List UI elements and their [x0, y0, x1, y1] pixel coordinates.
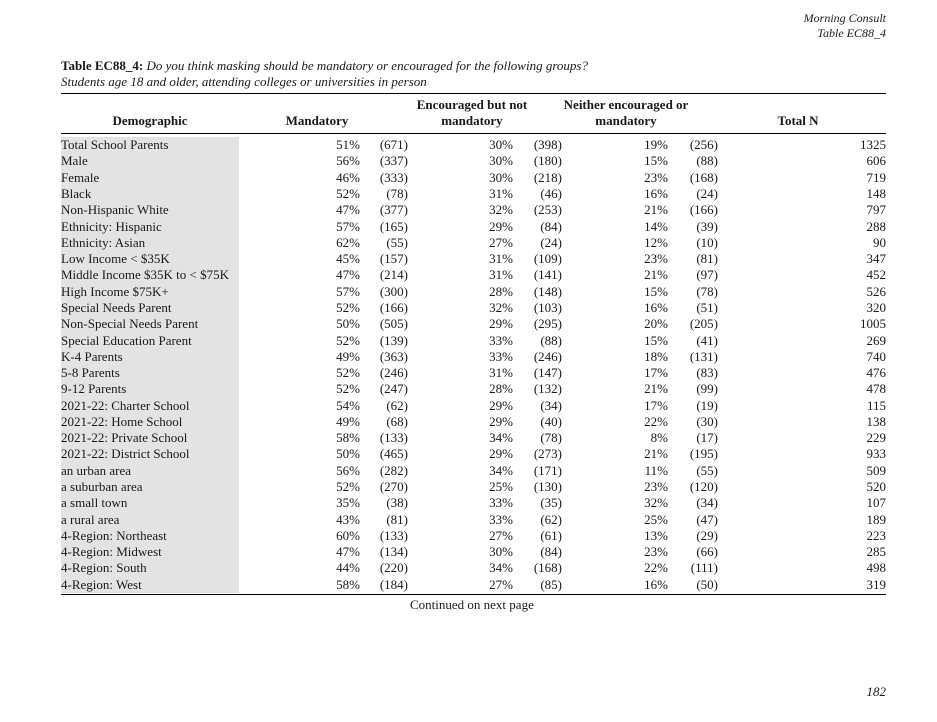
- total-n: 90: [873, 234, 886, 250]
- neither-count: (88): [696, 153, 718, 169]
- encouraged-pct: 32%: [489, 202, 513, 218]
- total-n: 797: [866, 202, 886, 218]
- mandatory-pct: 57%: [336, 283, 360, 299]
- neither-pct: 15%: [644, 332, 668, 348]
- mandatory-count: (134): [379, 544, 408, 560]
- mandatory-pct: 57%: [336, 218, 360, 234]
- row-label: Ethnicity: Asian: [61, 234, 146, 250]
- table-row: [61, 446, 886, 462]
- mandatory-count: (671): [379, 137, 408, 153]
- neither-pct: 23%: [644, 251, 668, 267]
- mandatory-pct: 60%: [336, 527, 360, 543]
- column-header-neither-line2: mandatory: [595, 113, 657, 128]
- neither-pct: 12%: [644, 234, 668, 250]
- mandatory-pct: 47%: [336, 202, 360, 218]
- mandatory-pct: 58%: [336, 430, 360, 446]
- mandatory-pct: 56%: [336, 462, 360, 478]
- encouraged-pct: 34%: [489, 462, 513, 478]
- neither-count: (30): [696, 413, 718, 429]
- neither-pct: 16%: [644, 576, 668, 592]
- encouraged-count: (141): [533, 267, 562, 283]
- encouraged-pct: 31%: [489, 185, 513, 201]
- table-question: Do you think masking should be mandatory or encouraged for the following groups?: [146, 58, 588, 73]
- mandatory-count: (505): [379, 316, 408, 332]
- mandatory-pct: 35%: [336, 495, 360, 511]
- encouraged-pct: 34%: [489, 560, 513, 576]
- neither-count: (83): [696, 365, 718, 381]
- mandatory-count: (133): [379, 430, 408, 446]
- column-header-demographic: Demographic: [112, 113, 188, 128]
- table-row: [61, 153, 886, 169]
- column-header-encouraged-line2: mandatory: [441, 113, 503, 128]
- encouraged-count: (132): [533, 381, 562, 397]
- total-n: 1325: [860, 137, 886, 153]
- encouraged-count: (61): [540, 527, 562, 543]
- neither-count: (17): [696, 430, 718, 446]
- mandatory-pct: 47%: [336, 267, 360, 283]
- row-label: 4-Region: West: [61, 576, 142, 592]
- neither-count: (166): [689, 202, 718, 218]
- neither-count: (66): [696, 544, 718, 560]
- total-n: 509: [866, 462, 886, 478]
- mandatory-pct: 44%: [336, 560, 360, 576]
- encouraged-pct: 33%: [489, 511, 513, 527]
- encouraged-pct: 28%: [489, 283, 513, 299]
- mandatory-count: (270): [379, 479, 408, 495]
- encouraged-count: (295): [533, 316, 562, 332]
- table-reference: Table EC88_4: [817, 26, 886, 40]
- total-n: 115: [866, 397, 886, 413]
- data-table: [61, 137, 886, 593]
- encouraged-count: (180): [533, 153, 562, 169]
- table-row: [61, 218, 886, 234]
- row-label: Low Income < $35K: [61, 251, 170, 267]
- neither-pct: 16%: [644, 299, 668, 315]
- mandatory-pct: 50%: [336, 446, 360, 462]
- row-label: Female: [61, 169, 100, 185]
- column-header-encouraged-line1: Encouraged but not: [416, 97, 528, 112]
- neither-count: (29): [696, 527, 718, 543]
- mandatory-count: (133): [379, 527, 408, 543]
- table-row: [61, 186, 886, 202]
- row-label: Black: [61, 185, 92, 201]
- neither-pct: 13%: [644, 527, 668, 543]
- encouraged-count: (147): [533, 365, 562, 381]
- neither-count: (50): [696, 576, 718, 592]
- table-row: [61, 544, 886, 560]
- table-label: Table EC88_4:: [61, 58, 144, 73]
- neither-pct: 23%: [644, 479, 668, 495]
- mandatory-count: (157): [379, 251, 408, 267]
- mandatory-pct: 52%: [336, 332, 360, 348]
- encouraged-count: (46): [540, 185, 562, 201]
- encouraged-pct: 33%: [489, 348, 513, 364]
- mandatory-count: (166): [379, 299, 408, 315]
- total-n: 319: [866, 576, 886, 592]
- total-n: 189: [866, 511, 886, 527]
- total-n: 476: [866, 365, 886, 381]
- neither-count: (168): [689, 169, 718, 185]
- row-label: 2021-22: Charter School: [61, 397, 190, 413]
- encouraged-pct: 30%: [489, 169, 513, 185]
- neither-pct: 21%: [644, 446, 668, 462]
- neither-count: (51): [696, 299, 718, 315]
- neither-count: (131): [689, 348, 718, 364]
- neither-pct: 32%: [644, 495, 668, 511]
- mandatory-count: (333): [379, 169, 408, 185]
- encouraged-count: (35): [540, 495, 562, 511]
- row-label: 2021-22: Private School: [61, 430, 188, 446]
- row-label: 2021-22: Home School: [61, 413, 183, 429]
- neither-pct: 21%: [644, 202, 668, 218]
- neither-count: (39): [696, 218, 718, 234]
- neither-count: (81): [696, 251, 718, 267]
- column-header-mandatory: Mandatory: [285, 113, 349, 128]
- table-row: [61, 511, 886, 527]
- row-label: 4-Region: Northeast: [61, 527, 167, 543]
- total-n: 478: [866, 381, 886, 397]
- neither-pct: 19%: [644, 137, 668, 153]
- encouraged-count: (40): [540, 413, 562, 429]
- report-header: [804, 11, 886, 41]
- mandatory-count: (337): [379, 153, 408, 169]
- mandatory-pct: 49%: [336, 348, 360, 364]
- neither-count: (111): [690, 560, 718, 576]
- total-n: 933: [866, 446, 886, 462]
- neither-count: (99): [696, 381, 718, 397]
- total-n: 526: [866, 283, 886, 299]
- table-row: [61, 398, 886, 414]
- table-row: [61, 202, 886, 218]
- row-label: 9-12 Parents: [61, 381, 127, 397]
- table-row: [61, 235, 886, 251]
- table-subtitle: Students age 18 and older, attending colleges or universities in person: [61, 74, 427, 89]
- neither-pct: 23%: [644, 169, 668, 185]
- neither-count: (24): [696, 185, 718, 201]
- neither-count: (19): [696, 397, 718, 413]
- org-name: Morning Consult: [803, 11, 886, 25]
- encouraged-pct: 29%: [489, 316, 513, 332]
- encouraged-pct: 27%: [489, 527, 513, 543]
- mandatory-pct: 56%: [336, 153, 360, 169]
- total-n: 452: [866, 267, 886, 283]
- total-n: 740: [866, 348, 886, 364]
- total-n: 520: [866, 479, 886, 495]
- encouraged-pct: 29%: [489, 397, 513, 413]
- mandatory-pct: 49%: [336, 413, 360, 429]
- encouraged-count: (62): [540, 511, 562, 527]
- mandatory-count: (220): [379, 560, 408, 576]
- mandatory-count: (247): [379, 381, 408, 397]
- row-label: High Income $75K+: [61, 283, 169, 299]
- table-row: [61, 251, 886, 267]
- row-label: Total School Parents: [61, 137, 169, 153]
- table-row: [61, 349, 886, 365]
- mandatory-count: (139): [379, 332, 408, 348]
- row-label: Middle Income $35K to < $75K: [61, 267, 230, 283]
- table-row: [61, 528, 886, 544]
- neither-pct: 21%: [644, 381, 668, 397]
- mandatory-count: (62): [386, 397, 408, 413]
- mandatory-pct: 58%: [336, 576, 360, 592]
- row-label: Non-Hispanic White: [61, 202, 169, 218]
- total-n: 148: [866, 185, 886, 201]
- encouraged-count: (168): [533, 560, 562, 576]
- encouraged-count: (84): [540, 544, 562, 560]
- neither-count: (205): [689, 316, 718, 332]
- encouraged-count: (253): [533, 202, 562, 218]
- row-label: an urban area: [61, 462, 132, 478]
- table-row: [61, 577, 886, 593]
- row-label: 2021-22: District School: [61, 446, 190, 462]
- row-label: 4-Region: South: [61, 560, 147, 576]
- mandatory-pct: 50%: [336, 316, 360, 332]
- total-n: 223: [866, 527, 886, 543]
- encouraged-count: (34): [540, 397, 562, 413]
- neither-count: (97): [696, 267, 718, 283]
- encouraged-pct: 30%: [489, 544, 513, 560]
- table-row: [61, 381, 886, 397]
- row-label: Non-Special Needs Parent: [61, 316, 199, 332]
- row-label: a rural area: [61, 511, 120, 527]
- neither-pct: 18%: [644, 348, 668, 364]
- continued-note: Continued on next page: [410, 597, 534, 612]
- row-label: K-4 Parents: [61, 348, 123, 364]
- bottom-rule: [61, 594, 886, 595]
- neither-count: (34): [696, 495, 718, 511]
- encouraged-pct: 25%: [489, 479, 513, 495]
- mandatory-pct: 62%: [336, 234, 360, 250]
- row-label: 5-8 Parents: [61, 365, 120, 381]
- encouraged-pct: 30%: [489, 137, 513, 153]
- mandatory-pct: 54%: [336, 397, 360, 413]
- encouraged-pct: 29%: [489, 446, 513, 462]
- mandatory-pct: 47%: [336, 544, 360, 560]
- mandatory-pct: 52%: [336, 479, 360, 495]
- encouraged-pct: 31%: [489, 267, 513, 283]
- total-n: 1005: [860, 316, 886, 332]
- column-header-encouraged: [397, 97, 547, 129]
- neither-pct: 15%: [644, 283, 668, 299]
- encouraged-pct: 33%: [489, 332, 513, 348]
- encouraged-pct: 27%: [489, 576, 513, 592]
- column-header-total: Total N: [777, 113, 819, 128]
- mandatory-count: (165): [379, 218, 408, 234]
- mandatory-pct: 51%: [336, 137, 360, 153]
- neither-pct: 17%: [644, 397, 668, 413]
- mandatory-count: (184): [379, 576, 408, 592]
- encouraged-count: (171): [533, 462, 562, 478]
- table-title: [61, 58, 886, 90]
- neither-pct: 21%: [644, 267, 668, 283]
- table-row: [61, 300, 886, 316]
- encouraged-pct: 28%: [489, 381, 513, 397]
- encouraged-count: (398): [533, 137, 562, 153]
- neither-count: (195): [689, 446, 718, 462]
- table-row: [61, 430, 886, 446]
- encouraged-count: (130): [533, 479, 562, 495]
- encouraged-pct: 29%: [489, 413, 513, 429]
- mandatory-count: (38): [386, 495, 408, 511]
- row-label: Special Education Parent: [61, 332, 192, 348]
- encouraged-count: (273): [533, 446, 562, 462]
- mandatory-count: (214): [379, 267, 408, 283]
- total-n: 320: [866, 299, 886, 315]
- table-row: [61, 495, 886, 511]
- total-n: 606: [866, 153, 886, 169]
- total-n: 719: [866, 169, 886, 185]
- mandatory-pct: 45%: [336, 251, 360, 267]
- mandatory-pct: 52%: [336, 185, 360, 201]
- neither-count: (256): [689, 137, 718, 153]
- top-rule: [61, 93, 886, 94]
- row-label: Special Needs Parent: [61, 299, 172, 315]
- neither-pct: 17%: [644, 365, 668, 381]
- table-row: [61, 137, 886, 153]
- encouraged-pct: 27%: [489, 234, 513, 250]
- header-rule: [61, 133, 886, 134]
- total-n: 498: [866, 560, 886, 576]
- mandatory-count: (377): [379, 202, 408, 218]
- encouraged-pct: 31%: [489, 365, 513, 381]
- table-row: [61, 170, 886, 186]
- total-n: 347: [866, 251, 886, 267]
- encouraged-pct: 32%: [489, 299, 513, 315]
- total-n: 138: [866, 413, 886, 429]
- row-label: Ethnicity: Hispanic: [61, 218, 162, 234]
- neither-pct: 14%: [644, 218, 668, 234]
- encouraged-pct: 30%: [489, 153, 513, 169]
- encouraged-pct: 29%: [489, 218, 513, 234]
- encouraged-pct: 34%: [489, 430, 513, 446]
- table-row: [61, 463, 886, 479]
- mandatory-count: (300): [379, 283, 408, 299]
- column-header-neither-line1: Neither encouraged or: [563, 97, 689, 112]
- encouraged-count: (148): [533, 283, 562, 299]
- mandatory-count: (246): [379, 365, 408, 381]
- row-label: a suburban area: [61, 479, 143, 495]
- encouraged-count: (84): [540, 218, 562, 234]
- encouraged-pct: 33%: [489, 495, 513, 511]
- table-row: [61, 365, 886, 381]
- encouraged-count: (103): [533, 299, 562, 315]
- page-number: 182: [866, 684, 886, 699]
- total-n: 285: [866, 544, 886, 560]
- encouraged-count: (24): [540, 234, 562, 250]
- row-label: a small town: [61, 495, 128, 511]
- neither-pct: 22%: [644, 560, 668, 576]
- neither-pct: 23%: [644, 544, 668, 560]
- table-row: [61, 414, 886, 430]
- total-n: 288: [866, 218, 886, 234]
- mandatory-pct: 52%: [336, 365, 360, 381]
- mandatory-pct: 52%: [336, 381, 360, 397]
- mandatory-count: (363): [379, 348, 408, 364]
- mandatory-count: (465): [379, 446, 408, 462]
- table-row: [61, 560, 886, 576]
- encouraged-count: (246): [533, 348, 562, 364]
- mandatory-count: (282): [379, 462, 408, 478]
- encouraged-count: (218): [533, 169, 562, 185]
- total-n: 269: [866, 332, 886, 348]
- mandatory-pct: 52%: [336, 299, 360, 315]
- encouraged-pct: 31%: [489, 251, 513, 267]
- table-row: [61, 316, 886, 332]
- neither-count: (10): [696, 234, 718, 250]
- total-n: 107: [866, 495, 886, 511]
- table-row: [61, 479, 886, 495]
- neither-count: (55): [696, 462, 718, 478]
- table-row: [61, 332, 886, 348]
- row-label: Male: [61, 153, 88, 169]
- mandatory-count: (55): [386, 234, 408, 250]
- mandatory-count: (68): [386, 413, 408, 429]
- neither-count: (47): [696, 511, 718, 527]
- encouraged-count: (85): [540, 576, 562, 592]
- mandatory-count: (78): [386, 185, 408, 201]
- encouraged-count: (88): [540, 332, 562, 348]
- neither-pct: 11%: [644, 462, 668, 478]
- table-row: [61, 284, 886, 300]
- mandatory-pct: 46%: [336, 169, 360, 185]
- neither-count: (41): [696, 332, 718, 348]
- mandatory-count: (81): [386, 511, 408, 527]
- encouraged-count: (109): [533, 251, 562, 267]
- encouraged-count: (78): [540, 430, 562, 446]
- neither-pct: 20%: [644, 316, 668, 332]
- neither-pct: 16%: [644, 185, 668, 201]
- neither-pct: 15%: [644, 153, 668, 169]
- neither-pct: 22%: [644, 413, 668, 429]
- neither-count: (120): [689, 479, 718, 495]
- neither-pct: 8%: [650, 430, 668, 446]
- column-header-neither: [548, 97, 704, 129]
- neither-pct: 25%: [644, 511, 668, 527]
- neither-count: (78): [696, 283, 718, 299]
- mandatory-pct: 43%: [336, 511, 360, 527]
- table-row: [61, 267, 886, 283]
- total-n: 229: [866, 430, 886, 446]
- table-body: [61, 137, 886, 593]
- row-label: 4-Region: Midwest: [61, 544, 162, 560]
